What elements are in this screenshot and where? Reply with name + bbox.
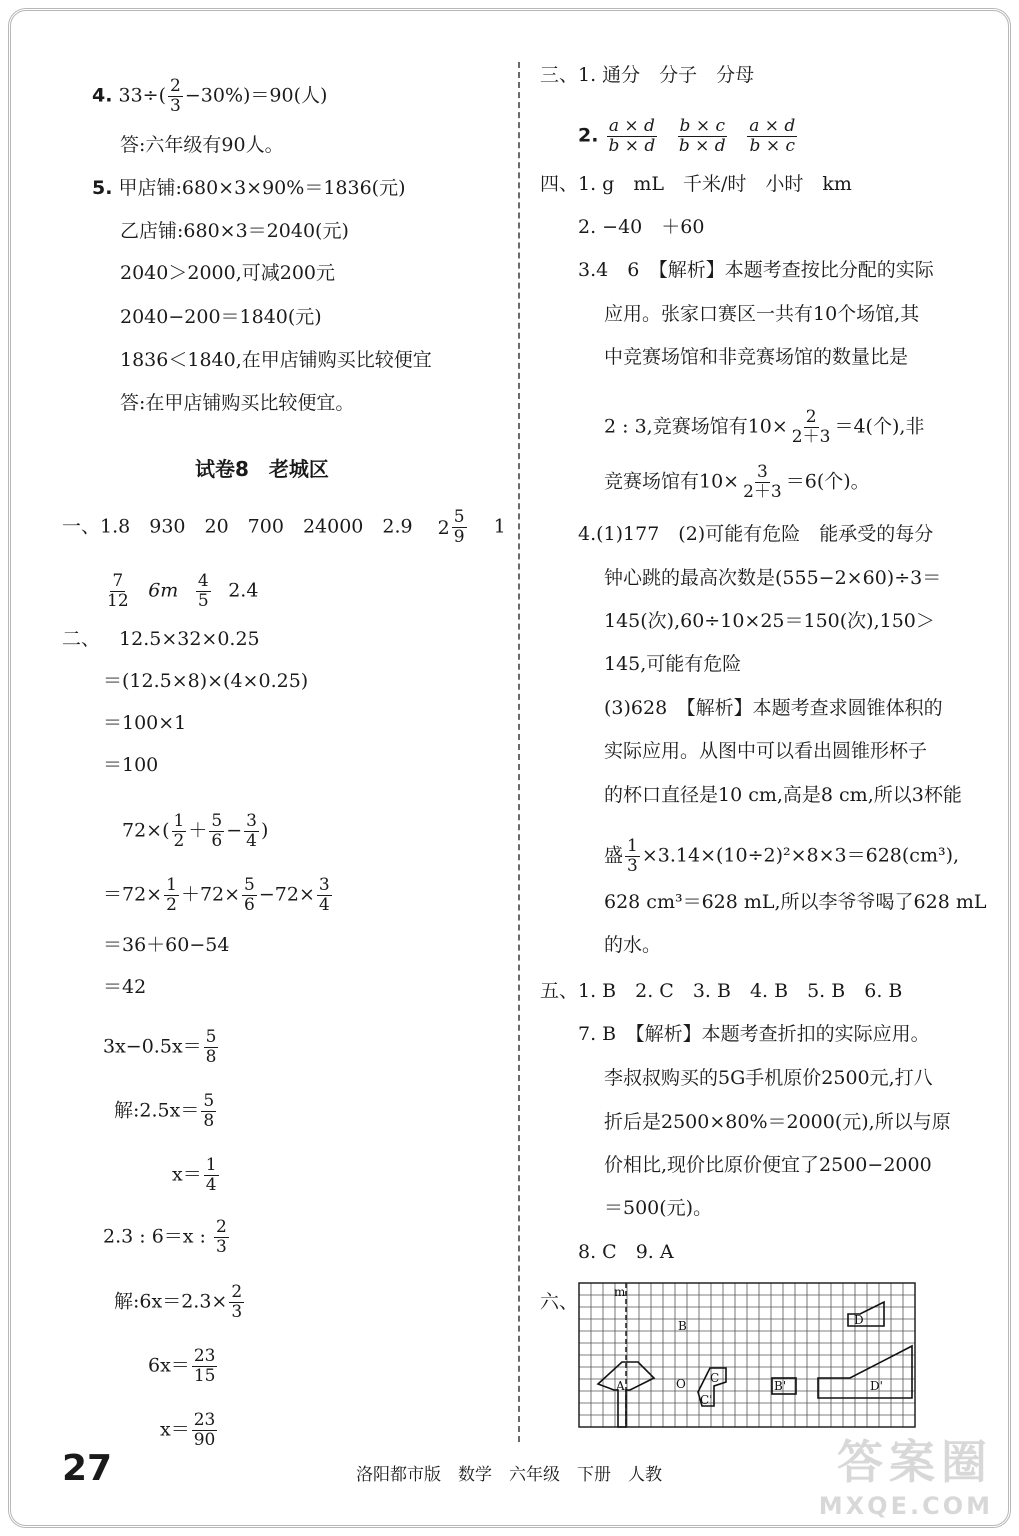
- part4-q4c: 145(次),60÷10×25＝150(次),150＞: [604, 610, 935, 632]
- part4-q4h: 盛 $\frac{1}{3}$ ×3.14×(10÷2)²×8×3＝628(cm³),: [604, 836, 960, 876]
- label-m: m: [614, 1285, 626, 1299]
- part4-q4g: 的杯口直径是10 cm,高是8 cm,所以3杯能: [604, 784, 962, 806]
- part4-q3c: 中竞赛场馆和非竞赛场馆的数量比是: [604, 346, 909, 368]
- eq2: 2.3 : 6＝x : $\frac{2}{3}$: [103, 1217, 227, 1257]
- eq1: 3x−0.5x＝ $\frac{5}{8}$: [103, 1027, 217, 1067]
- part5-q7b: 李叔叔购买的5G手机原价2500元,打八: [604, 1067, 933, 1089]
- part1-line2: $\frac{7}{12}$ 6m $\frac{4}{5}$ 2.4: [107, 571, 259, 611]
- part4-line1: 四、1. g mL 千米/时 小时 km: [540, 173, 852, 195]
- label-o: O: [676, 1377, 686, 1391]
- q5-line2: 乙店铺:680×3＝2040(元): [120, 220, 349, 242]
- q4-number: 4.: [92, 84, 113, 107]
- part2-e2: 72×( $\frac{1}{2}$ ＋ $\frac{5}{6}$ − $\frac{3}{4}$ ): [122, 811, 269, 851]
- part4-q3e: 竞赛场馆有10× $\frac{3}{2+3}$ ＝6(个)。: [604, 462, 870, 502]
- q5-line4: 2040−200＝1840(元): [120, 306, 322, 328]
- part4-q4a: 4.(1)177 (2)可能有危险 能承受的每分: [578, 523, 934, 545]
- part2-e1-step1: ＝(12.5×8)×(4×0.25): [103, 670, 309, 692]
- part4-q3d: 2 : 3,竞赛场馆有10× $\frac{2}{2+3}$ ＝4(个),非: [604, 407, 925, 447]
- label-b: B: [678, 1319, 687, 1333]
- part2-e2-step2: ＝36＋60−54: [103, 934, 230, 956]
- shape-d-prime: [818, 1346, 912, 1398]
- page-number: 27: [62, 1448, 113, 1489]
- q4-line: [92, 77, 327, 116]
- part5-q7c: 折后是2500×80%＝2000(元),所以与原: [604, 1111, 951, 1133]
- part4-q4j: 的水。: [604, 934, 662, 956]
- part5-line1: 五、1. B 2. C 3. B 4. B 5. B 6. B: [540, 980, 903, 1002]
- part2-e2-step1: ＝72× $\frac{1}{2}$ ＋72× $\frac{5}{6}$ −72× $\frac{3}{4}$: [103, 875, 330, 915]
- eq2-step2: 6x＝ $\frac{23}{15}$: [148, 1346, 216, 1386]
- part6-label: 六、: [540, 1291, 579, 1313]
- label-b-prime: B': [774, 1379, 787, 1393]
- q4-expr-post: −30%)＝90(人): [184, 84, 328, 107]
- part2-e1-step3: ＝100: [103, 754, 159, 776]
- label-c: C: [710, 1371, 720, 1385]
- q4-answer: 答:六年级有90人。: [120, 134, 284, 156]
- part4-q2: 2. −40 ＋60: [578, 216, 705, 238]
- part2-label: 二、: [62, 628, 101, 650]
- part2-e1: 二、 12.5×32×0.25: [62, 628, 260, 650]
- label-d-prime: D': [870, 1379, 883, 1393]
- part5-q7e: ＝500(元)。: [604, 1197, 713, 1219]
- grid-figure: [578, 1282, 938, 1432]
- part5-q7d: 价相比,现价比原价便宜了2500−2000: [604, 1154, 932, 1176]
- part3-line1: 三、1. 通分 分子 分母: [540, 64, 755, 86]
- q4-fraction: $\frac{2}{3}$: [170, 76, 181, 116]
- eq2-step3: x＝ $\frac{23}{90}$: [160, 1410, 216, 1450]
- q5-line3: 2040＞2000,可减200元: [120, 262, 336, 284]
- part4-q4f: 实际应用。从图中可以看出圆锥形杯子: [604, 740, 928, 762]
- part4-q4i: 628 cm³＝628 mL,所以李爷爷喝了628 mL: [604, 891, 987, 913]
- q5-line5: 1836＜1840,在甲店铺购买比较便宜: [120, 349, 432, 371]
- label-d: D: [854, 1313, 864, 1327]
- q5-line1: 5. 甲店铺:680×3×90%＝1836(元): [92, 177, 406, 199]
- part4-q3b: 应用。张家口赛区一共有10个场馆,其: [604, 303, 920, 325]
- part2-e1-step2: ＝100×1: [103, 712, 187, 734]
- q5-answer: 答:在甲店铺购买比较便宜。: [120, 392, 355, 414]
- eq1-step2: x＝ $\frac{1}{4}$: [172, 1155, 217, 1195]
- column-divider: [518, 62, 520, 1442]
- part5-q8-9: 8. C 9. A: [578, 1241, 674, 1263]
- part5-q7a: 7. B 【解析】本题考查折扣的实际应用。: [578, 1023, 930, 1045]
- part3-line2: 2. $\frac{a \times d}{b \times d}$ $\frac{b \times c}{b \times d}$ $\frac{a \times d}{b \times c}$: [578, 116, 796, 156]
- part4-q4e: (3)628 【解析】本题考查求圆锥体积的: [604, 697, 943, 719]
- mixed-number: 2 $\frac{5}{9}$: [437, 507, 465, 547]
- part1-line1: 一、1.8 930 20 700 24000 2.9 2 $\frac{5}{9}$ 1: [62, 507, 506, 547]
- section-title: 试卷8 老城区: [195, 457, 329, 481]
- label-a: A: [616, 1379, 625, 1393]
- part2-e2-step3: ＝42: [103, 976, 147, 998]
- label-c-prime: C': [700, 1393, 713, 1407]
- q4-expr-pre: 33÷(: [118, 84, 167, 107]
- part4-q4d: 145,可能有危险: [604, 653, 742, 675]
- part4-q3a: 3.4 6 【解析】本题考查按比分配的实际: [578, 259, 934, 281]
- watermark-logo: 答案圈 MXQE.COM: [818, 1435, 993, 1520]
- q5-number: 5.: [92, 177, 113, 199]
- part1-label: 一、: [62, 515, 101, 538]
- eq1-step1: 解:2.5x＝ $\frac{5}{8}$: [114, 1091, 215, 1131]
- eq2-step1: 解:6x＝2.3× $\frac{2}{3}$: [114, 1282, 243, 1322]
- part4-q4b: 钟心跳的最高次数是(555−2×60)÷3＝: [604, 567, 942, 589]
- footer-text: 洛阳都市版 数学 六年级 下册 人教: [356, 1465, 662, 1485]
